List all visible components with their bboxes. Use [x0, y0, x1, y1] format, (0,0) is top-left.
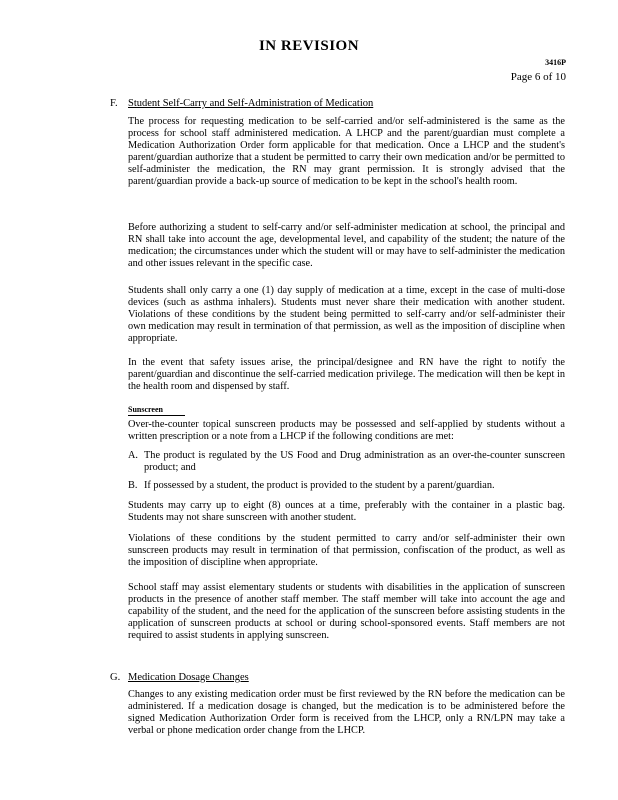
paragraph-f-4: In the event that safety issues arise, the principal/designee and RN have the right to notify the parent/guardian and discontinue the self-carried medication privilege. The medication will then be kept in the health room and dispensed by staff.	[128, 357, 565, 393]
sunscreen-paragraph-3: School staff may assist elementary students or students with disabilities in the application of sunscreen products in the presence of another staff member. The staff member will take into account the age and capability of the student, and the need for the application of the sunscreen before assisting students in the application of sunscreen products at school or during school-sponsored events. Staff members are not required to assist students in applying sunscreen.	[128, 582, 565, 642]
paragraph-f-2: Before authorizing a student to self-carry and/or self-administer medication at school, the principal and RN shall take into account the age, developmental level, and capability of the student; the nature of the medication; the circumstances under which the student will or may have to self-administer the medication and other issues relevant in the specific case.	[128, 222, 565, 270]
sunscreen-paragraph-2: Violations of these conditions by the student permitted to carry and/or self-administer their own sunscreen products may result in termination of that permission, confiscation of the product, as well as the imposition of discipline when appropriate.	[128, 533, 565, 569]
paragraph-f-3: Students shall only carry a one (1) day supply of medication at a time, except in the case of multi-dose devices (such as asthma inhalers). Students must never share their medication with another student. Violations of these conditions by the student being permitted to self-carry and/or self-administer their own medication may result in termination of that permission, as well as the imposition of discipline when appropriate.	[128, 285, 565, 345]
page-number: Page 6 of 10	[510, 71, 566, 83]
list-item-label: B.	[128, 480, 138, 491]
list-item-text: The product is regulated by the US Food and Drug administration as an over-the-counter sunscreen product; and	[144, 450, 565, 474]
list-item-b	[128, 480, 565, 492]
paragraph-g-1: Changes to any existing medication order must be first reviewed by the RN before the medication can be administered. If a medication dosage is changed, but the medication is to be administered before the signed Medication Authorization Order form is received from the LHCP, only a RN/LPN may take a verbal or phone medication order change from the LHCP.	[128, 689, 565, 737]
paragraph-f-1: The process for requesting medication to be self-carried and/or self-administered is the same as the process for school staff administered medication. A LHCP and the parent/guardian must complete a Medication Authorization Order form applicable for that medication. Once a LHCP and the student's parent/guardian authorize that a student be permitted to carry their own medication and/or be permitted to self-administer the medication, the RN may grant permission. It is strongly advised that the parent/guardian provide a back-up source of medication to be kept in the school's health room.	[128, 116, 565, 188]
section-letter: F.	[110, 98, 118, 109]
section-title: Medication Dosage Changes	[128, 672, 249, 683]
sunscreen-heading: Sunscreen	[128, 405, 185, 416]
list-item-label: A.	[128, 450, 139, 461]
section-title: Student Self-Carry and Self-Administration of Medication	[128, 98, 374, 109]
document-number: 3416P	[545, 58, 566, 67]
sunscreen-intro: Over-the-counter topical sunscreen products may be possessed and self-applied by students without a written prescription or a note from a LHCP if the following conditions are met:	[128, 419, 565, 443]
list-item-text: If possessed by a student, the product is provided to the student by a parent/guardian.	[144, 480, 495, 491]
sunscreen-paragraph-1: Students may carry up to eight (8) ounces at a time, preferably with the container in a plastic bag. Students may not share sunscreen with another student.	[128, 500, 565, 524]
list-item-a	[128, 450, 565, 474]
page-title: IN REVISION	[258, 38, 360, 54]
section-letter: G.	[110, 672, 121, 683]
